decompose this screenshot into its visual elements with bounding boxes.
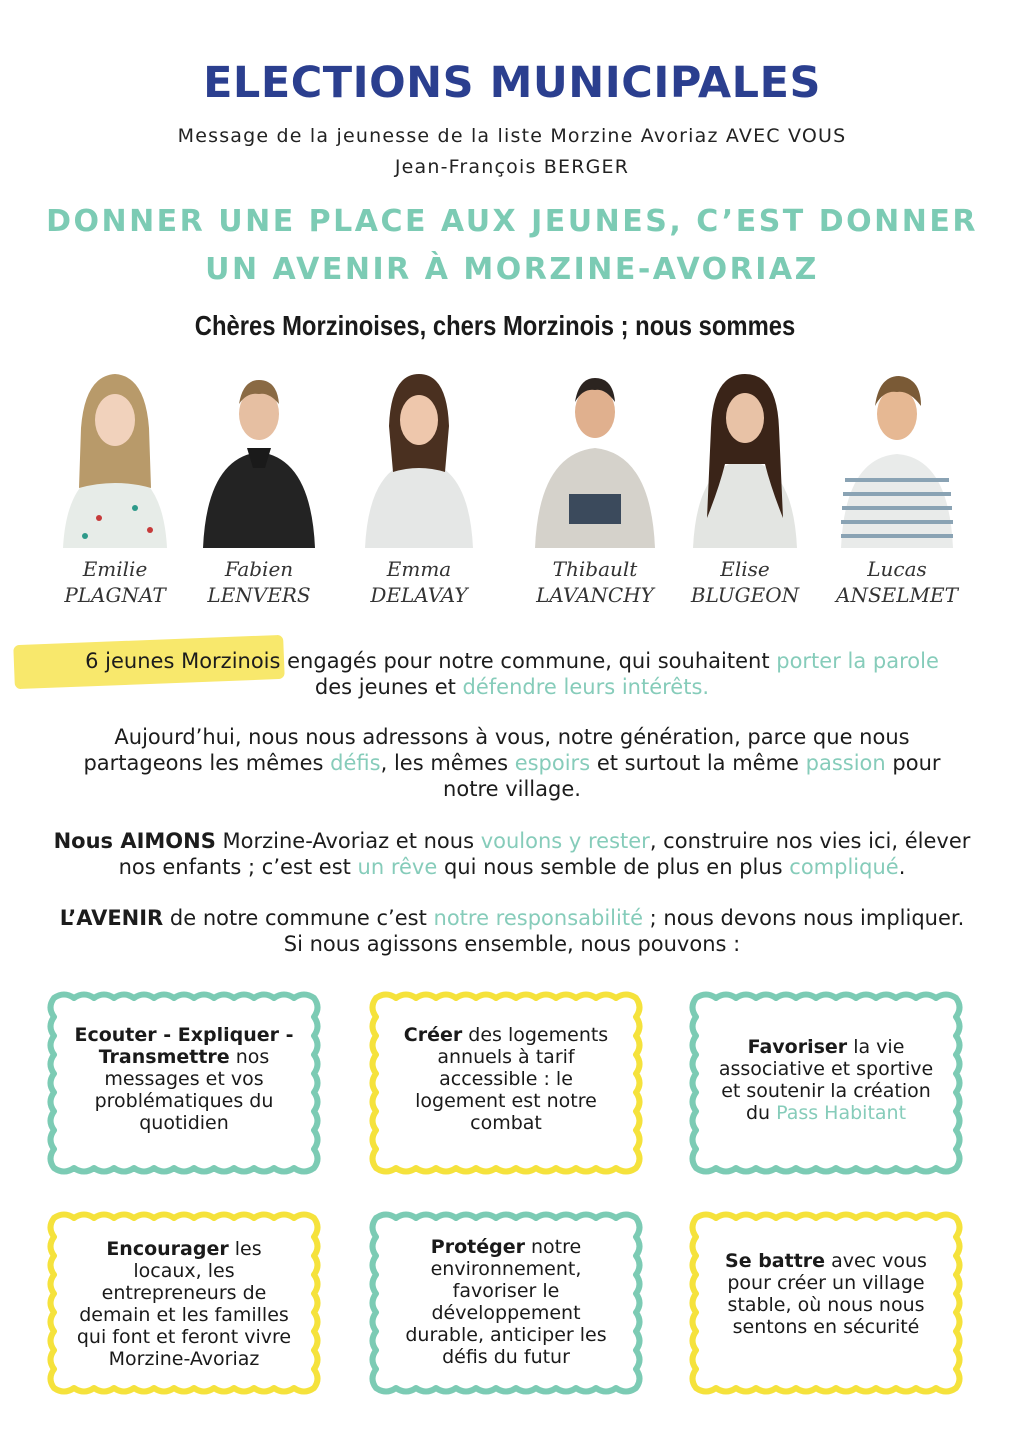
- portrait-photo: [359, 368, 479, 548]
- page-title: ELECTIONS MUNICIPALES: [203, 58, 821, 108]
- subtitle-list: Message de la jeunesse de la liste Morzine Avoriaz AVEC VOUS: [177, 125, 847, 147]
- paragraph-generation: Aujourd’hui, nous nous adressons à vous, notre génération, parce que nous partageons les mêmes défis, les mêmes espoirs et surtout la même passion pour notre village.: [83, 725, 941, 801]
- action-box: [686, 1208, 966, 1398]
- paragraph-love: Nous AIMONS Morzine-Avoriaz et nous voulons y rester, construire nos vies ici, élever nos enfants ; c’est est un rêve qui nous semble de plus en plus compliqué.: [53, 829, 971, 879]
- paragraph-future: L’AVENIR de notre commune c’est notre responsabilité ; nous devons nous impliquer. Si nous agissons ensemble, nous pouvons :: [59, 906, 965, 956]
- person-name: Elise BLUGEON: [690, 557, 800, 607]
- person-name: Fabien LENVERS: [207, 557, 311, 607]
- greeting: Chères Morzinoises, chers Morzinois ; nous sommes: [194, 310, 796, 341]
- portrait-photo: [685, 368, 805, 548]
- person-name: Lucas ANSELMET: [836, 557, 958, 607]
- action-text: Favoriser la vie associative et sportive et soutenir la création du Pass Habitant: [718, 1036, 934, 1124]
- portrait-photo: [55, 368, 175, 548]
- portrait-photo: [535, 368, 655, 548]
- action-text: Créer des logements annuels à tarif accessible : le logement est notre combat: [403, 1024, 609, 1134]
- action-text: Encourager les locaux, les entrepreneurs de demain et les familles qui font et feront vivre Morzine-Avoriaz: [76, 1238, 292, 1370]
- action-box: [686, 988, 966, 1178]
- intro-paragraph: 6 jeunes Morzinois engagés pour notre commune, qui souhaitent porter la parole des jeunes et défendre leurs intérêts.: [85, 649, 939, 699]
- slogan: [40, 198, 984, 294]
- action-box: [366, 988, 646, 1178]
- portrait-photo: [199, 368, 319, 548]
- person-name: Emilie PLAGNAT: [64, 557, 166, 607]
- action-text: Ecouter - Expliquer - Transmettre nos messages et vos problématiques du quotidien: [74, 1024, 294, 1134]
- slogan-line-1: DONNER UNE PLACE AUX JEUNES, C’EST DONNER: [46, 204, 978, 239]
- action-text: Protéger notre environnement, favoriser le développement durable, anticiper les défis du futur: [405, 1236, 607, 1368]
- action-box: [366, 1208, 646, 1398]
- subtitle-candidate: Jean-François BERGER: [394, 156, 630, 178]
- action-box: [44, 988, 324, 1178]
- person-name: Emma DELAVAY: [370, 557, 468, 607]
- slogan-line-2: UN AVENIR À MORZINE-AVORIAZ: [205, 252, 819, 287]
- action-text: Se battre avec vous pour créer un village stable, où nous nous sentons en sécurité: [725, 1250, 927, 1338]
- portrait-photo: [837, 368, 957, 548]
- person-name: Thibault LAVANCHY: [536, 557, 654, 607]
- action-box: [44, 1208, 324, 1398]
